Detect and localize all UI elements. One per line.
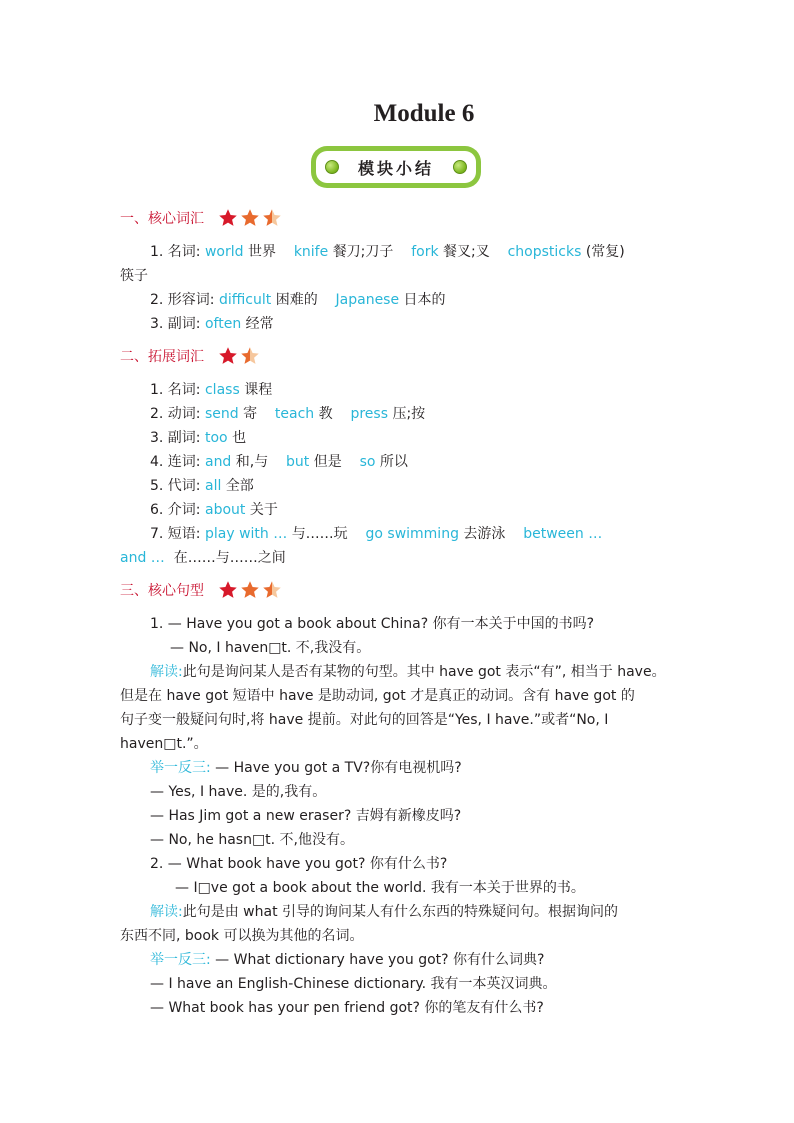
half-star-icon: [262, 208, 282, 228]
star-icon: [218, 346, 238, 366]
explanation-2-line-1: 解读:此句是由 what 引导的询问某人有什么东西的特殊疑问句。根据询问的: [150, 904, 619, 920]
example-1-line-1: 举一反三: — Have you got a TV?你有电视机吗?: [150, 760, 462, 776]
example-2-line-2: — I have an English-Chinese dictionary. 我有一本英汉词典。: [150, 976, 557, 992]
example-1-line-4: — No, he hasn□t. 不,他没有。: [150, 832, 355, 848]
ext-word-line-6: 6. 介词: about 关于: [150, 502, 278, 518]
ext-word-line-7-cont: and … 在……与……之间: [120, 550, 286, 566]
section-heading-core-sentences: [120, 580, 284, 600]
section-title: 一、核心词汇: [120, 211, 204, 227]
explanation-2-line-2: 东西不同, book 可以换为其他的名词。: [120, 928, 364, 944]
ext-word-line-4: 4. 连词: and 和,与 but 但是 so 所以: [150, 454, 408, 470]
ext-word-line-2: 2. 动词: send 寄 teach 教 press 压;按: [150, 406, 426, 422]
half-star-icon: [262, 580, 282, 600]
core-word-line-3: 3. 副词: often 经常: [150, 316, 274, 332]
difficulty-stars: [218, 208, 284, 228]
ext-word-line-5: 5. 代词: all 全部: [150, 478, 254, 494]
star-icon: [218, 580, 238, 600]
half-star-icon: [240, 346, 260, 366]
page-title: Module 6: [373, 100, 475, 127]
module-summary-badge: [311, 146, 481, 188]
explanation-1-line-2: 但是在 have got 短语中 have 是助动词, got 才是真正的动词。含有 have got 的: [120, 688, 635, 704]
section-title: 三、核心句型: [120, 583, 204, 599]
badge-label: 模块小结: [357, 158, 434, 178]
example-2-line-3: — What book has your pen friend got? 你的笔友有什么书?: [150, 1000, 544, 1016]
star-icon: [218, 208, 238, 228]
ext-word-line-7: 7. 短语: play with … 与……玩 go swimming 去游泳 between …: [150, 526, 603, 542]
core-word-line-1: 1. 名词: world 世界 knife 餐刀;刀子 fork 餐叉;叉 chopsticks (常复): [150, 244, 625, 260]
difficulty-stars: [218, 580, 284, 600]
explanation-1-line-1: 解读:此句是询问某人是否有某物的句型。其中 have got 表示“有”, 相当于 have。: [150, 664, 666, 680]
sentence-q1: 1. — Have you got a book about China? 你有一本关于中国的书吗?: [150, 616, 595, 632]
sentence-a1: — No, I haven□t. 不,我没有。: [170, 640, 371, 656]
core-word-line-2: 2. 形容词: difficult 困难的 Japanese 日本的: [150, 292, 446, 308]
example-1-line-2: — Yes, I have. 是的,我有。: [150, 784, 327, 800]
section-heading-extended-words: [120, 346, 262, 366]
ext-word-line-1: 1. 名词: class 课程: [150, 382, 273, 398]
green-dot-icon: [325, 160, 339, 174]
difficulty-stars: [218, 346, 262, 366]
ext-word-line-3: 3. 副词: too 也: [150, 430, 247, 446]
sentence-a2: — I□ve got a book about the world. 我有一本关于世界的书。: [175, 880, 585, 896]
example-2-line-1: 举一反三: — What dictionary have you got? 你有什么词典?: [150, 952, 545, 968]
section-heading-core-words: [120, 208, 284, 228]
star-icon: [240, 208, 260, 228]
explanation-1-line-4: haven□t.”。: [120, 736, 208, 752]
example-1-line-3: — Has Jim got a new eraser? 吉姆有新橡皮吗?: [150, 808, 462, 824]
sentence-q2: 2. — What book have you got? 你有什么书?: [150, 856, 448, 872]
core-word-line-1-cont: 筷子: [120, 268, 148, 284]
green-dot-icon: [453, 160, 467, 174]
section-title: 二、拓展词汇: [120, 349, 204, 365]
star-icon: [240, 580, 260, 600]
explanation-1-line-3: 句子变一般疑问句时,将 have 提前。对此句的回答是“Yes, I have.”或者“No, I: [120, 712, 609, 728]
